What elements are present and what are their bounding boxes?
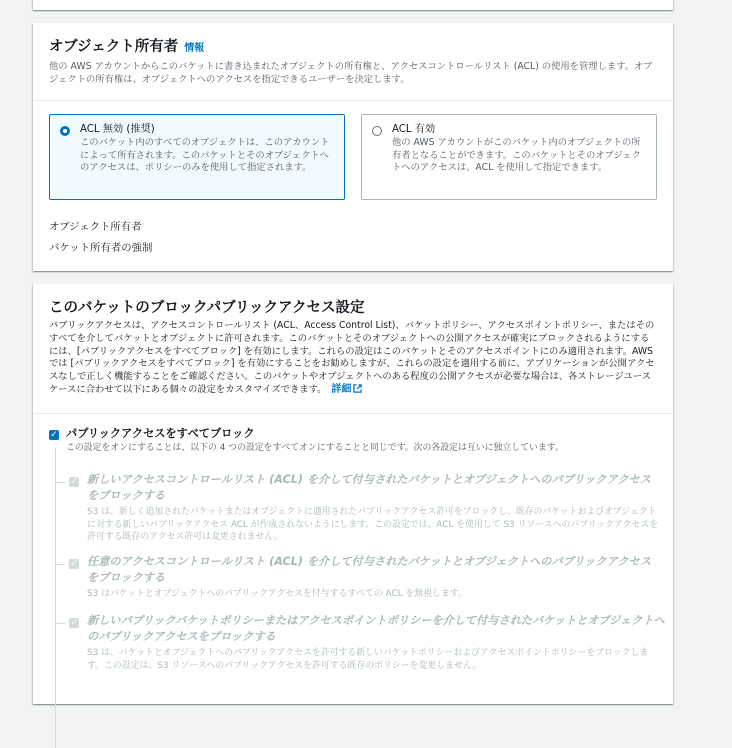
block-all-description: この設定をオンにすることは、以下の 4 つの設定をすべてオンにすることと同じです。次の各設定は互いに独立しています。 xyxy=(66,443,564,453)
tree-branch xyxy=(55,482,65,483)
block-new-policy-checkbox[interactable]: ✓ xyxy=(70,618,78,628)
tree-branch xyxy=(55,623,65,624)
tree-line xyxy=(55,448,56,748)
acl-disabled-description: このバケット内のすべてのオブジェクトは、このアカウントによって所有されます。このバケットとそのオブジェクトへのアクセスは、ポリシーのみを使用して指定されます。 xyxy=(80,137,330,174)
block-any-acl-checkbox[interactable]: ✓ xyxy=(70,559,78,569)
block-all-checkbox[interactable]: ✓ xyxy=(50,430,58,440)
info-link[interactable]: 情報 xyxy=(184,43,205,54)
acl-enabled-tile[interactable] xyxy=(361,114,657,200)
block-new-acl-checkbox[interactable]: ✓ xyxy=(70,477,78,487)
bpa-settings-group xyxy=(49,427,669,710)
acl-disabled-tile[interactable] xyxy=(49,114,345,200)
detail-link-label: 詳細 xyxy=(331,383,352,395)
acl-disabled-title: ACL 無効 (推奨) xyxy=(80,124,155,135)
block-any-acl-title: 任意のアクセスコントロールリスト (ACL) を介して付与されたバケットとオブジェクトへのパブリックアクセスをブロックする xyxy=(87,555,651,584)
block-public-access-description xyxy=(49,320,657,397)
divider xyxy=(33,413,673,414)
block-all-label[interactable]: パブリックアクセスをすべてブロック xyxy=(66,427,255,440)
object-ownership-title: オブジェクト所有者 xyxy=(49,39,179,55)
object-ownership-panel xyxy=(33,23,673,271)
tree-branch xyxy=(55,564,65,565)
acl-enabled-description: 他の AWS アカウントがこのバケット内のオブジェクトの所有者となることができます。このバケットとそのオブジェクトへのアクセスは、ACL を使用して指定できます。 xyxy=(392,137,641,174)
bpa-description-text: パブリックアクセスは、アクセスコントロールリスト (ACL、Access Control List)、バケットポリシー、アクセスポイントポリシー、またはそのすべてを介してバケットとオブジェクトに許可されます。このバケットとそのオブジェクトへの公開アクセスが確実にブロックされるようにするには、[パブリックアクセスをすべてブロック] を有効にします。これらの設定はこのバケットとそのアクセスポイントにのみ適用されます。AWS では [パブリックアクセスをすべてブロック] を有効にすることをお勧めしますが、これらの設定を適用する前に、アプリケーションが公開アクセスなしで正しく機能することをご確認ください。このバケットやオブジェクトへのある程度の公開アクセスが必要な場合は、各ストレージユースケースに合わせて以下にある個々の設定をカスタマイズできます。 xyxy=(49,320,655,395)
acl-enabled-title: ACL 有効 xyxy=(392,124,436,135)
block-new-acl-title: 新しいアクセスコントロールリスト (ACL) を介して付与されたバケットとオブジェクトへのパブリックアクセスをブロックする xyxy=(87,473,651,502)
previous-panel xyxy=(33,0,673,10)
acl-enabled-radio[interactable] xyxy=(372,126,382,136)
object-ownership-description: 他の AWS アカウントからこのバケットに書き込まれたオブジェクトの所有権と、アクセスコントロールリスト (ACL) の使用を管理します。オブジェクトの所有権は、オブジェクトへのアクセスを指定できるユーザーを決定します。 xyxy=(49,61,653,85)
detail-link[interactable] xyxy=(331,384,362,395)
block-new-policy-title: 新しいパブリックバケットポリシーまたはアクセスポイントポリシーを介して付与されたバケットとオブジェクトへのパブリックアクセスをブロックする xyxy=(87,614,665,643)
divider xyxy=(33,100,673,101)
block-new-policy-description: S3 は、バケットとオブジェクトへのパブリックアクセスを許可する新しいバケットポリシーおよびアクセスポイントポリシーをブロックします。この設定は、S3 リソースへのパブリックアクセスを許可する既存のポリシーを変更しません。 xyxy=(87,648,649,671)
block-new-acl-description: S3 は、新しく追加されたバケットまたはオブジェクトに適用されたパブリックアクセス許可をブロックし、既存のバケットおよびオブジェクトに対する新しいパブリックアクセス ACL が作成されないようにします。この設定では、ACL を使用して S3 リソースへのパブリックアクセスを許可する既存のアクセス許可は変更されません。 xyxy=(87,507,659,542)
block-public-access-panel xyxy=(33,284,673,704)
object-owner-label: オブジェクト所有者 xyxy=(49,221,142,233)
block-any-acl-description: S3 はバケットとオブジェクトへのパブリックアクセスを付与するすべての ACL を無視します。 xyxy=(87,589,467,599)
block-public-access-title: このバケットのブロックパブリックアクセス設定 xyxy=(49,300,365,316)
external-link-icon xyxy=(353,384,362,393)
bucket-owner-enforced-value: バケット所有者の強制 xyxy=(49,242,153,254)
object-ownership-heading xyxy=(49,37,657,59)
acl-disabled-radio[interactable] xyxy=(60,126,70,136)
